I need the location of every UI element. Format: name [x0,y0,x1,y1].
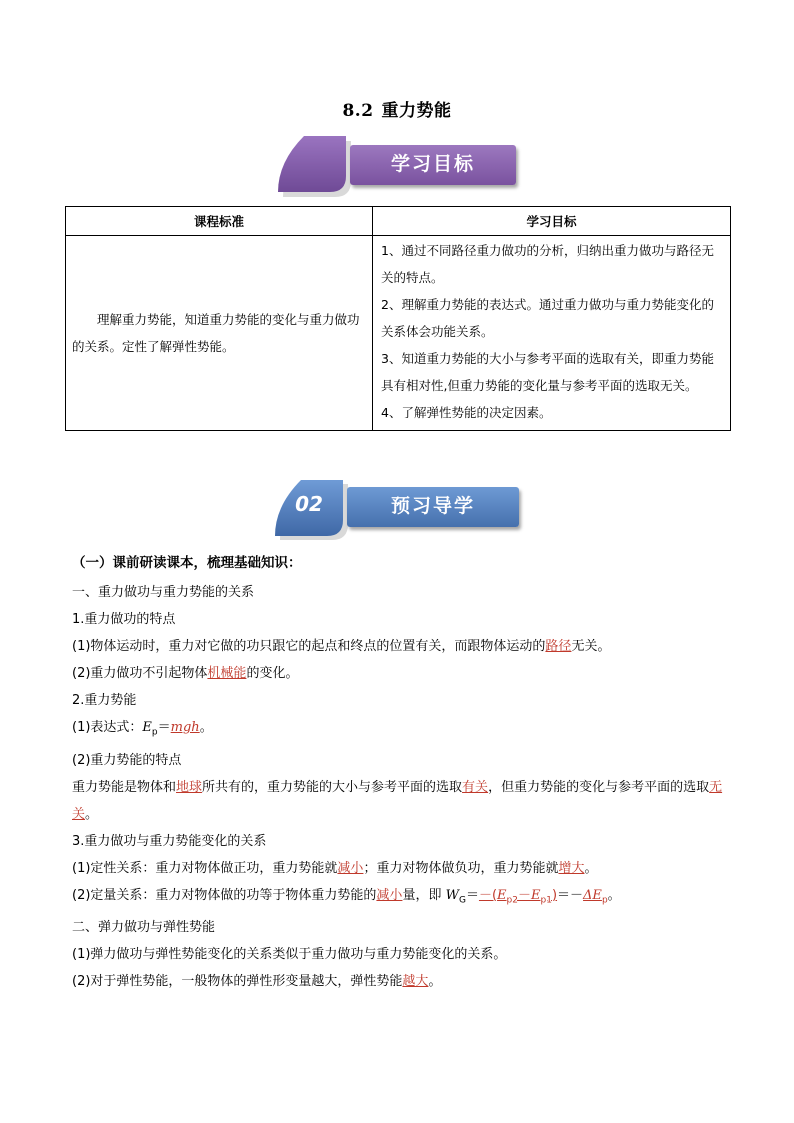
learning-goals-cell [373,236,731,431]
answer-blank: 有关 [462,779,489,795]
math-symbol: W [445,887,459,903]
course-standard-text: 理解重力势能，知道重力势能的变化与重力做功的关系。定性了解弹性势能。 [72,312,360,354]
paragraph: (2)重力势能的特点 [72,752,182,768]
text: (2)重力做功不引起物体 [72,666,208,681]
header-course-standard: 课程标准 [66,207,373,236]
text: 重力势能是物体和 [72,779,177,795]
subsection-heading: 1.重力做功的特点 [72,612,176,627]
table-row [66,236,731,431]
goal-item: 3、知道重力势能的大小与参考平面的选取有关，即重力势能具有相对性,但重力势能的变化量与参考平面的选取无关。 [381,351,714,393]
content-heading: （一）课前研读课本，梳理基础知识： [72,555,302,571]
math-symbol: E [531,887,541,903]
math-symbol: E [142,720,152,735]
text: ＝ [157,720,171,735]
math-symbol: E [497,887,507,903]
text: － [517,887,531,903]
paragraph [72,714,728,747]
answer-blank [583,887,608,906]
math-subscript: p [601,895,608,906]
text: 所共有的，重力势能的大小与参考平面的选取 [202,779,463,795]
section-badge-number: 02 [295,492,323,516]
paragraph [72,633,728,660]
preview-content [72,550,728,995]
answer-blank: 减小 [376,887,403,903]
text: 。 [428,974,442,990]
subsection-heading: 2.重力势能 [72,693,137,708]
text: 。 [584,860,598,876]
answer-blank: mgh [170,720,200,735]
answer-blank: 地球 [176,779,203,795]
text: ＝ [465,887,479,903]
banner-leaf-icon [276,134,356,198]
math-symbol: ΔE [583,887,602,903]
learning-goals-banner [276,134,520,198]
text: 。 [199,720,213,735]
math-subscript: p1 [540,895,552,906]
text: ) [551,887,558,903]
goals-table [65,206,731,431]
section-number: 8.2 [342,101,374,121]
text: 的变化。 [246,666,299,681]
math-subscript: p [151,727,158,738]
section-title: 重力势能 [381,101,452,121]
answer-blank: 路径 [545,639,572,654]
text: 无关。 [571,639,611,654]
section-heading: 二、弹力做功与弹性势能 [72,920,216,936]
text: －( [478,887,498,903]
paragraph [72,968,728,995]
header-learning-goals: 学习目标 [373,207,731,236]
text: (1)物体运动时，重力对它做的功只跟它的起点和终点的位置有关，而跟物体运动的 [72,639,546,654]
preview-label: 预习导学 [347,487,519,527]
math-subscript: p2 [506,895,518,906]
paragraph [72,660,728,687]
goal-item: 4、了解弹性势能的决定因素。 [381,405,552,420]
text: ，但重力势能的变化与参考平面的选取 [488,779,710,795]
text: (2)对于弹性势能，一般物体的弹性形变量越大，弹性势能 [72,974,403,990]
paragraph [72,855,728,882]
text: (1)定性关系：重力对物体做正功，重力势能就 [72,860,338,876]
answer-blank: 无关 [72,779,723,822]
text: (1)表达式： [72,720,143,735]
paragraph [72,882,728,915]
page-title [0,96,794,121]
text: ；重力对物体做负功，重力势能就 [363,860,559,876]
goal-item: 1、通过不同路径重力做功的分析，归纳出重力做功与路径无关的特点。 [381,243,714,285]
answer-blank: 机械能 [207,666,247,681]
answer-blank: 增大 [558,860,585,876]
section-heading: 一、重力做功与重力势能的关系 [72,585,255,600]
answer-blank: 减小 [337,860,364,876]
learning-goals-label: 学习目标 [350,145,516,185]
subsection-heading: 3.重力做功与重力势能变化的关系 [72,833,267,849]
text: 。 [85,806,99,822]
preview-banner [273,478,523,540]
text: 。 [607,887,621,903]
answer-blank [478,887,558,906]
goal-item: 2、理解重力势能的表达式。通过重力做功与重力势能变化的关系体会功能关系。 [381,297,714,339]
text: 量，即 [402,887,446,903]
course-standard-cell [66,236,373,431]
text: ＝－ [557,887,584,903]
paragraph: (1)弹力做功与弹性势能变化的关系类似于重力做功与重力势能变化的关系。 [72,947,507,963]
math-subscript: G [458,895,466,906]
answer-blank: 越大 [402,974,429,990]
text: (2)定量关系：重力对物体做的功等于物体重力势能的 [72,887,377,903]
table-header-row [66,207,731,236]
paragraph [72,774,728,828]
